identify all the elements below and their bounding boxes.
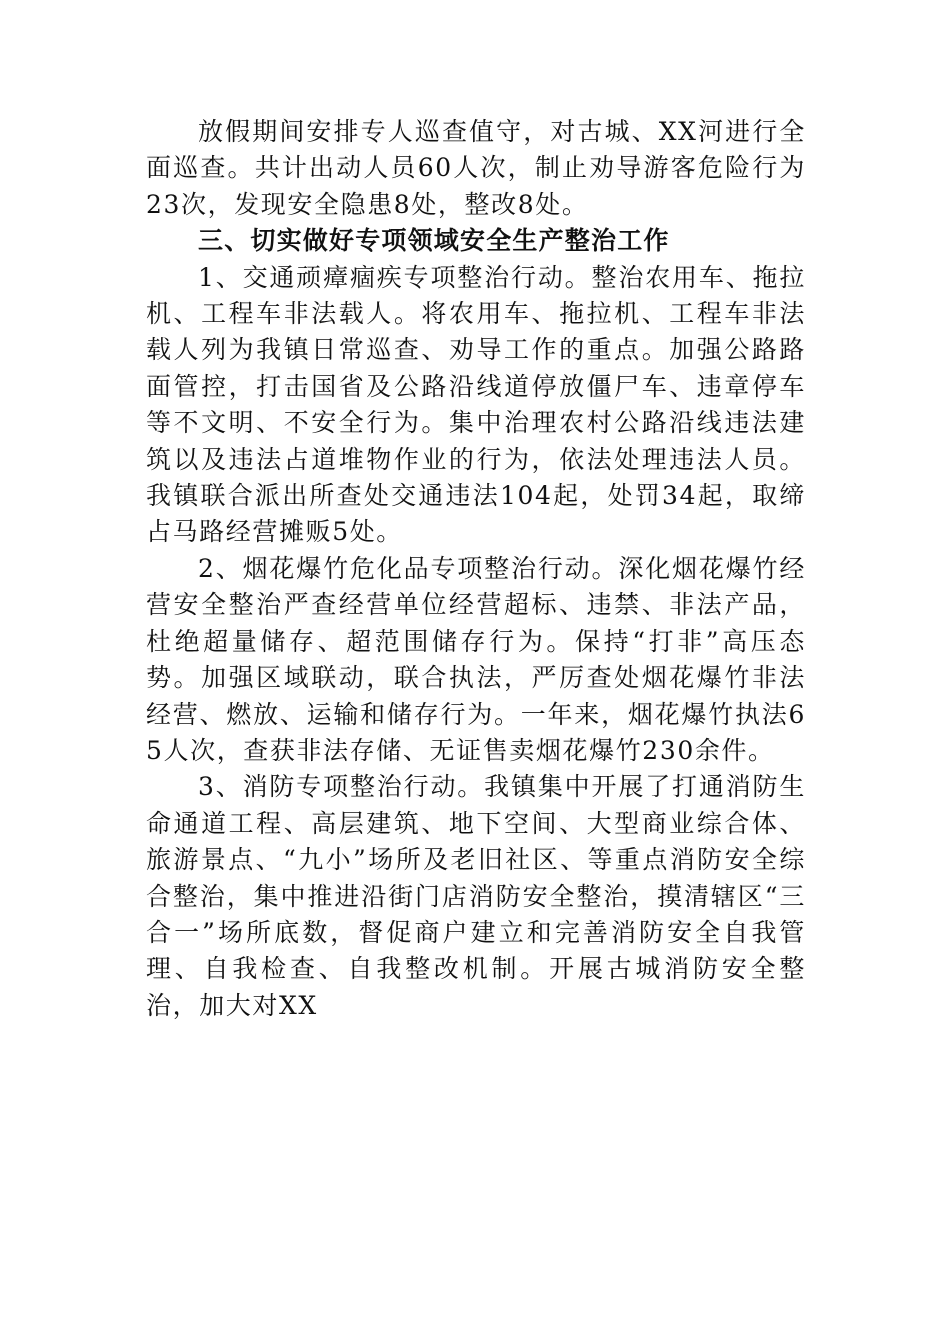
paragraph-traffic-rectification: 1、交通顽瘴痼疾专项整治行动。整治农用车、拖拉机、工程车非法载人。将农用车、拖拉机、工程车非法载人列为我镇日常巡查、劝导工作的重点。加强公路路面管控，打击国省及公路沿线道停放僵尸车、违章停车等不文明、不安全行为。集中治理农村公路沿线违法建筑以及违法占道堆物作业的行为，依法处理违法人员。我镇联合派出所查处交通违法104起，处罚34起，取缔占马路经营摊贩5处。 — [146, 262, 806, 547]
paragraph-patrol-summary: 放假期间安排专人巡查值守，对古城、XX河进行全面巡查。共计出动人员60人次，制止劝导游客危险行为23次，发现安全隐患8处，整改8处。 — [146, 117, 806, 219]
document-body — [146, 114, 806, 1024]
section-heading-3: 三、切实做好专项领域安全生产整治工作 — [198, 226, 670, 256]
paragraph-fire-safety-rectification: 3、消防专项整治行动。我镇集中开展了打通消防生命通道工程、高层建筑、地下空间、大型商业综合体、旅游景点、“九小”场所及老旧社区、等重点消防安全综合整治，集中推进沿街门店消防安全整治，摸清辖区“三合一”场所底数，督促商户建立和完善消防安全自我管理、自我检查、自我整改机制。开展古城消防安全整治，加大对XX — [146, 772, 806, 1020]
paragraph-fireworks-rectification: 2、烟花爆竹危化品专项整治行动。深化烟花爆竹经营安全整治严查经营单位经营超标、违禁、非法产品，杜绝超量储存、超范围储存行为。保持“打非”高压态势。加强区域联动，联合执法，严厉查处烟花爆竹非法经营、燃放、运输和储存行为。一年来，烟花爆竹执法65人次，查获非法存储、无证售卖烟花爆竹230余件。 — [146, 553, 806, 765]
